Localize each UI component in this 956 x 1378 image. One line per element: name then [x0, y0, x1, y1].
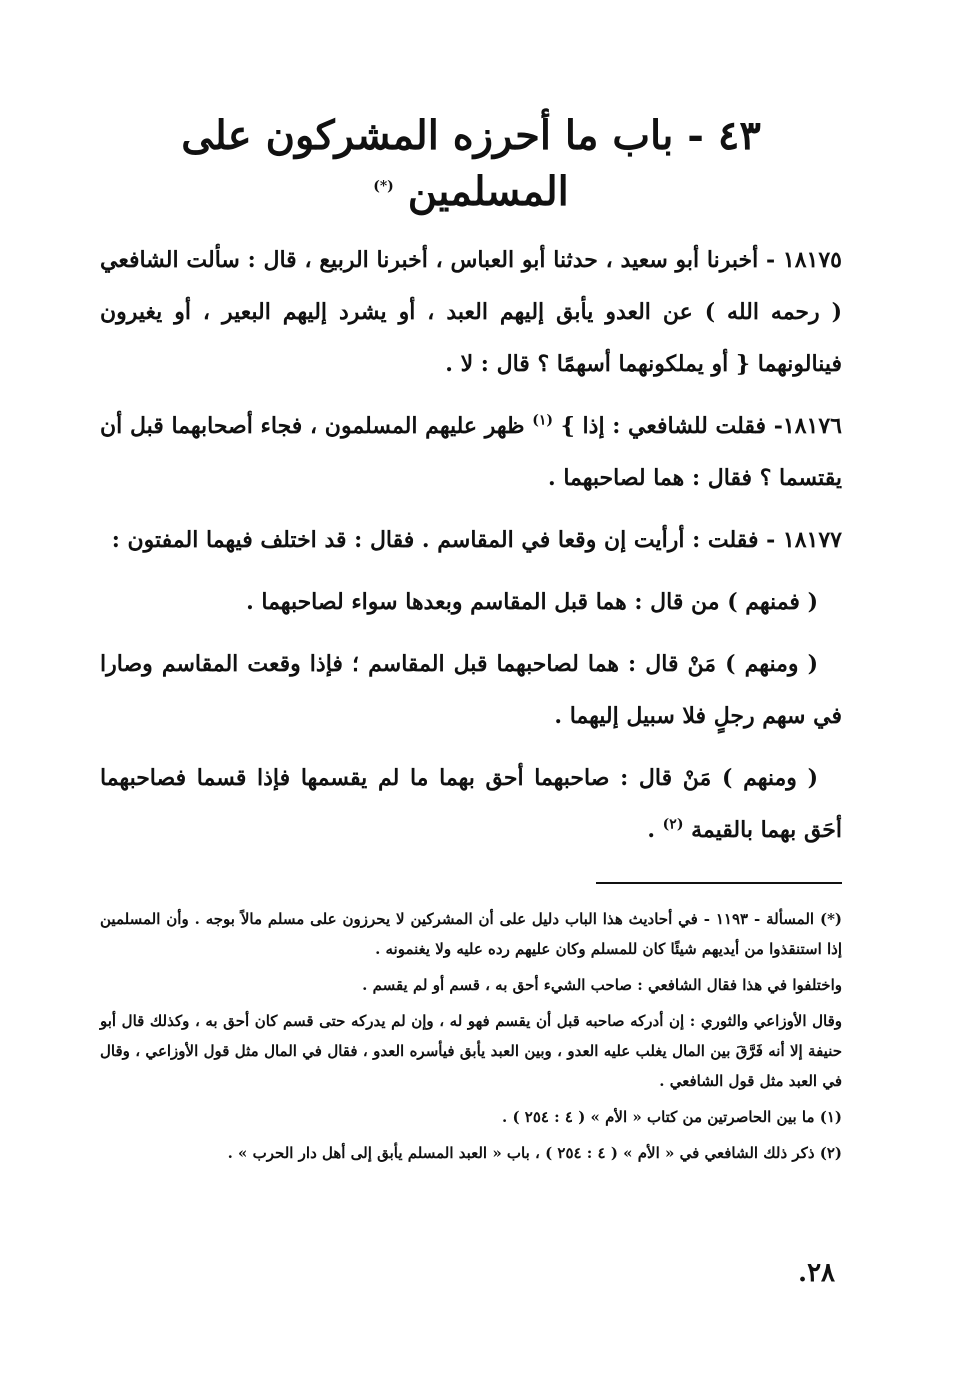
chapter-title-text: ٤٣ - باب ما أحرزه المشركون على المسلمين — [181, 112, 761, 215]
footnote-general: (*) المسألة - ١١٩٣ - في أحاديث هذا الباب دليل على أن المشركين لا يحرزون على مسلم مالاً بوجه . وأن المسلمين إذا استنقذوا من أيديهم شيئًا كان للمسلم وكان عليهم رده عليه ولا يغنمونه . — [100, 910, 843, 958]
opinion-third — [100, 752, 842, 856]
hadith-18175: ١٨١٧٥ - أخبرنا أبو سعيد ، حدثنا أبو العباس ، أخبرنا الربيع ، قال : سألت الشافعي ( رحمه الله ) عن العدو يأبق إليهم العبد ، أو يشرد إليهم البعير ، أو يغيرون فينالونهما { أو يملكونهما أسهمًا ؟ قال : لا . — [100, 247, 842, 377]
opinion-second: ( ومنهم ) مَنْ قال : هما لصاحبهما قبل المقاسم ؛ فإذا وقعت المقاسم وصارا في سهم رجلٍ فلا سبيل إليهما . — [100, 651, 842, 729]
footnote-divider — [596, 882, 842, 884]
hadith-18177: ١٨١٧٧ - فقلت : أرأيت إن وقعا في المقاسم . فقال : قد اختلف فيهما المفتون : — [111, 527, 842, 553]
page-number: ٢٨. — [798, 1258, 835, 1288]
opinion-first: ( فمنهم ) من قال : هما قبل المقاسم وبعدها سواء لصاحبهما . — [246, 589, 818, 615]
chapter-title — [100, 108, 842, 220]
footnote-shafii-view: واختلفوا في هذا فقال الشافعي : صاحب الشيء أحق به ، قسم أو لم يقسم . — [362, 976, 842, 994]
footnote-other-views: وقال الأوزاعي والثوري : إن أدركه صاحبه قبل أن يقسم فهو له ، وإن لم يدركه حتى قسم كان أحق به ، وكذلك قال أبو حنيفة إلا أنه فَرَّقَ بين المال يغلب عليه العدو ، وبين العبد يأبق فيأسره العدو ، فقال في المال مثل قول الأوزاعي ، وقال في العبد مثل قول الشافعي . — [100, 1012, 842, 1090]
footnote-1: (١) ما بين الحاصرتين من كتاب « الأم » ( ٤ : ٢٥٤ ) . — [502, 1108, 842, 1126]
page-body — [100, 108, 842, 1174]
footnote-ref-1: (١) — [532, 412, 553, 429]
footnote-ref-2: (٢) — [662, 816, 684, 833]
chapter-footnote-marker: (*) — [373, 178, 394, 195]
opinion-third-text-after: . — [647, 817, 655, 843]
hadith-18176 — [100, 400, 842, 504]
footnote-2: (٢) ذكر ذلك الشافعي في « الأم » ( ٤ : ٢٥٤ ) ، باب « العبد المسلم يأبق إلى أهل دار الحرب » . — [227, 1144, 842, 1162]
opinion-third-text-before: ( ومنهم ) مَنْ قال : صاحبهما أحق بهما ما لم يقسمها فإذا قسما فصاحبهما أحَق بهما بالقيمة — [100, 765, 842, 843]
hadith-18176-text-after: ظهر عليهم المسلمون ، فجاء أصحابهما قبل أن يقتسما ؟ فقال : هما لصاحبهما . — [100, 413, 842, 491]
hadith-18176-text-before: ١٨١٧٦- فقلت للشافعي : إذا } — [560, 413, 842, 439]
